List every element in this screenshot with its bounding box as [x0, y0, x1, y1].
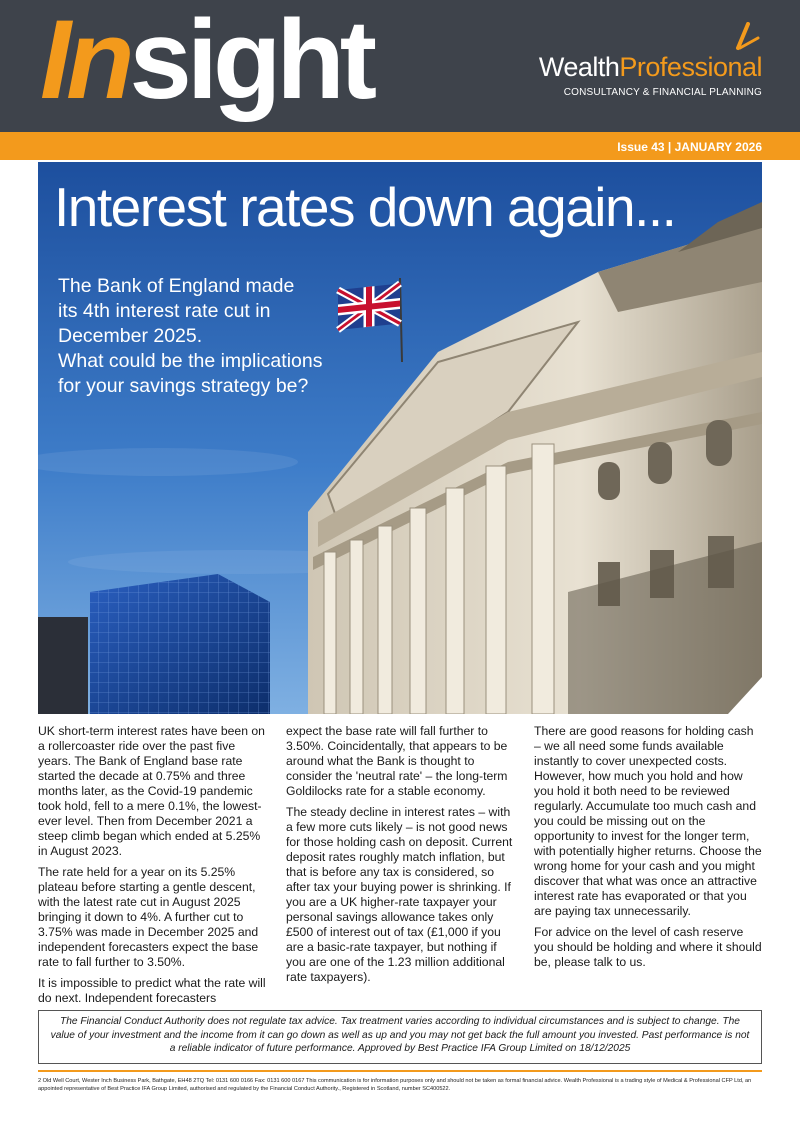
- logo-name: [539, 54, 762, 81]
- paragraph: The steady decline in interest rates – with a few more cuts likely – is not good news for those holding cash on deposit. Current deposit rates roughly match inflation, but that is before any tax is considered, so after tax your buying power is shrinking. If you are a UK higher-rate taxpayer your personal savings allowance takes only £500 of interest out of tax (£1,000 if you are a basic-rate taxpayer, but nothing if you are one of the 1.23 million additional rate taxpayers).: [286, 805, 513, 984]
- article-column-1: [38, 724, 266, 1012]
- hero-headline: Interest rates down again...: [54, 176, 676, 238]
- standfirst-line: December 2025.: [58, 324, 203, 347]
- logo-tagline: CONSULTANCY & FINANCIAL PLANNING: [563, 87, 762, 98]
- logo-name-wealth: Wealth: [538, 52, 620, 82]
- paragraph: For advice on the level of cash reserve you should be holding and where it should be, please talk to us.: [534, 925, 762, 969]
- footer-divider: [38, 1070, 762, 1072]
- article-column-3: [534, 724, 762, 1012]
- hero-standfirst: [58, 274, 368, 399]
- logo-name-professional: Professional: [619, 52, 762, 82]
- paragraph: There are good reasons for holding cash – we all need some funds available instantly to cover unexpected costs. However, how much you hold and how you hold it both need to be reviewed regularly. Accumulate too much cash and you could be missing out on the opportunity to invest for the longer term, with potentially higher returns. Choose the wrong home for your cash and you might discover that what was once an attractive interest rate has evaporated or that you are paying tax unnecessarily.: [534, 724, 762, 918]
- standfirst-line: its 4th interest rate cut in: [58, 299, 271, 322]
- masthead: [0, 0, 800, 132]
- publication-title: [40, 0, 373, 122]
- paragraph: UK short-term interest rates have been on a rollercoaster ride over the past five years. The Bank of England base rate started the decade at 0.75% and three months later, as the Covid-19 pandemic took hold, fell to a mere 0.1%, the lowest-ever level. Then from December 2021 a steep climb began which ended at 5.25% in August 2023.: [38, 724, 265, 858]
- article-body: [38, 724, 762, 1012]
- issue-bar: [0, 132, 800, 160]
- standfirst-line: for your savings strategy be?: [58, 374, 309, 397]
- bank-of-england-building-photo: [38, 162, 762, 714]
- title-part-in: In: [40, 0, 130, 122]
- footer-legal-text: 2 Old Well Court, Wester Inch Business Park, Bathgate, EH48 2TQ Tel: 0131 600 0166 Fax: 0131 600 0167 This communication is for information purposes only and should not be taken as formal financial advice. Wealth Professional is a trading style of Medical & Professional CFP Ltd, an appointed representative of Best Practice IFA Group Limited, authorised and regulated by the Financial Conduct Authority., Registered in Scotland, number SC400522.: [38, 1078, 752, 1092]
- paragraph: The rate held for a year on its 5.25% plateau before starting a gentle descent, with the latest rate cut in August 2025 bringing it down to 4%. A further cut to 3.75% was made in December 2025 and independent forecasters expect the base rate to fall further to 3.50%.: [38, 865, 259, 969]
- standfirst-line: The Bank of England made: [58, 275, 295, 297]
- wealth-professional-logo: [539, 20, 762, 98]
- article-column-2: [286, 724, 514, 1012]
- paragraph: expect the base rate will fall further to 3.50%. Coincidentally, that appears to be around what the Bank is thought to consider the 'neutral rate' – the long-term Goldilocks rate for a stable economy.: [286, 724, 508, 798]
- standfirst-line: What could be the implications: [58, 349, 323, 372]
- paragraph: It is impossible to predict what the rate will do next. Independent forecasters: [38, 976, 266, 1005]
- issue-label: Issue 43 | JANUARY 2026: [617, 140, 762, 154]
- title-part-sight: sight: [129, 0, 373, 122]
- regulatory-disclaimer: The Financial Conduct Authority does not regulate tax advice. Tax treatment varies according to individual circumstances and is subject to change. The value of your investment and the income from it can go down as well as up and you may not get back the full amount you invested. Past performance is not a reliable indicator of future performance. Approved by Best Practice IFA Group Limited on 18/12/2025: [38, 1010, 762, 1064]
- orange-slash-mark-icon: [730, 22, 762, 52]
- hero-image: [38, 162, 762, 714]
